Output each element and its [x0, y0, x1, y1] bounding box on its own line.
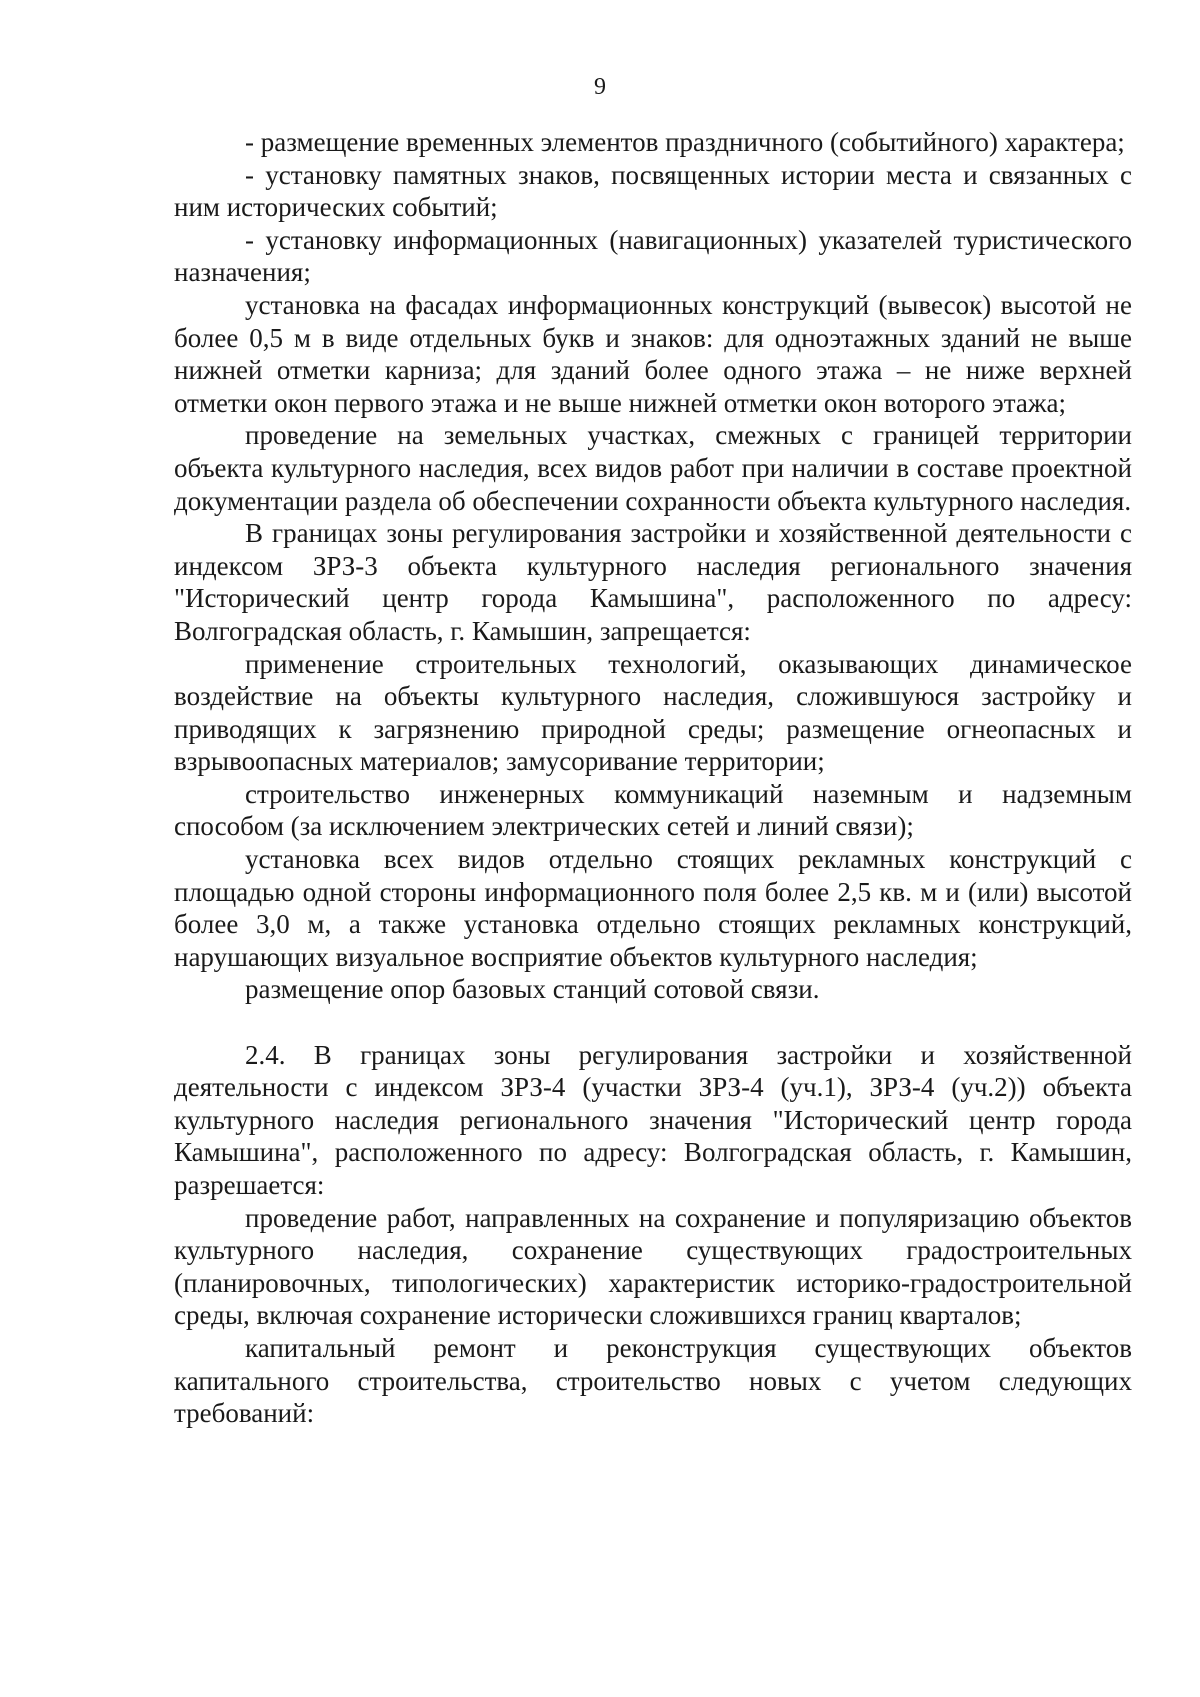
paragraph-zrz3-prohibited-intro: В границах зоны регулирования застройки и хозяйственной деятельности с индексом ЗРЗ-3 объекта культурного наследия регионального значения "Исторический центр города Камышина", расположенного по адресу: Волгоградская область, г. Камышин, запрещается:	[174, 518, 1132, 646]
paragraph-facade-signage: установка на фасадах информационных конструкций (вывесок) высотой не более 0,5 м в виде отдельных букв и знаков: для одноэтажных зданий не выше нижней отметки карниза; для зданий более одного этажа – не ниже верхней отметки окон первого этажа и не выше нижней отметки окон воторого этажа;	[174, 289, 1132, 418]
paragraph-capital-repair: капитальный ремонт и реконструкция существующих объектов капитального строительства, строительство новых с учетом следующих требований:	[174, 1332, 1132, 1429]
document-body	[174, 126, 1132, 1430]
paragraph-construction-technologies: применение строительных технологий, оказывающих динамическое воздействие на объекты культурного наследия, сложившуюся застройку и приводящих к загрязнению природной среды; размещение огнеопасных и взрывоопасных материалов; замусоривание территории;	[174, 648, 1132, 777]
paragraph-preservation-works: проведение работ, направленных на сохранение и популяризацию объектов культурного наследия, сохранение существующих градостроительных (планировочных, типологических) характеристик историко-градостроительной среды, включая сохранение исторически сложившихся границ кварталов;	[174, 1202, 1132, 1331]
paragraph-section-2-4: 2.4. В границах зоны регулирования застройки и хозяйственной деятельности с индексом ЗРЗ-4 (участки ЗРЗ-4 (уч.1), ЗРЗ-4 (уч.2)) объекта культурного наследия регионального значения "Исторический центр города Камышина", расположенного по адресу: Волгоградская область, г. Камышин, разрешается:	[174, 1039, 1132, 1200]
paragraph-temporary-elements: - размещение временных элементов праздничного (событийного) характера;	[245, 127, 1125, 157]
paragraph-tourist-signs: - установку информационных (навигационных) указателей туристического назначения;	[174, 224, 1132, 288]
paragraph-advertising-structures: установка всех видов отдельно стоящих рекламных конструкций с площадью одной стороны информационного поля более 2,5 кв. м и (или) высотой более 3,0 м, а также установка отдельно стоящих рекламных конструкций, нарушающих визуальное восприятие объектов культурного наследия;	[174, 844, 1132, 972]
paragraph-cell-towers: размещение опор базовых станций сотовой связи.	[245, 974, 820, 1005]
page-number: 9	[594, 74, 606, 100]
paragraph-adjacent-land-works: проведение на земельных участках, смежных с границей территории объекта культурного наследия, всех видов работ при наличии в составе проектной документации раздела об обеспечении сохранности объекта культурного наследия.	[174, 420, 1132, 516]
paragraph-engineering-networks: строительство инженерных коммуникаций наземным и надземным способом (за исключением электрических сетей и линий связи);	[174, 778, 1132, 842]
paragraph-memorial-signs: - установку памятных знаков, посвященных истории места и связанных с ним исторических событий;	[174, 159, 1132, 223]
